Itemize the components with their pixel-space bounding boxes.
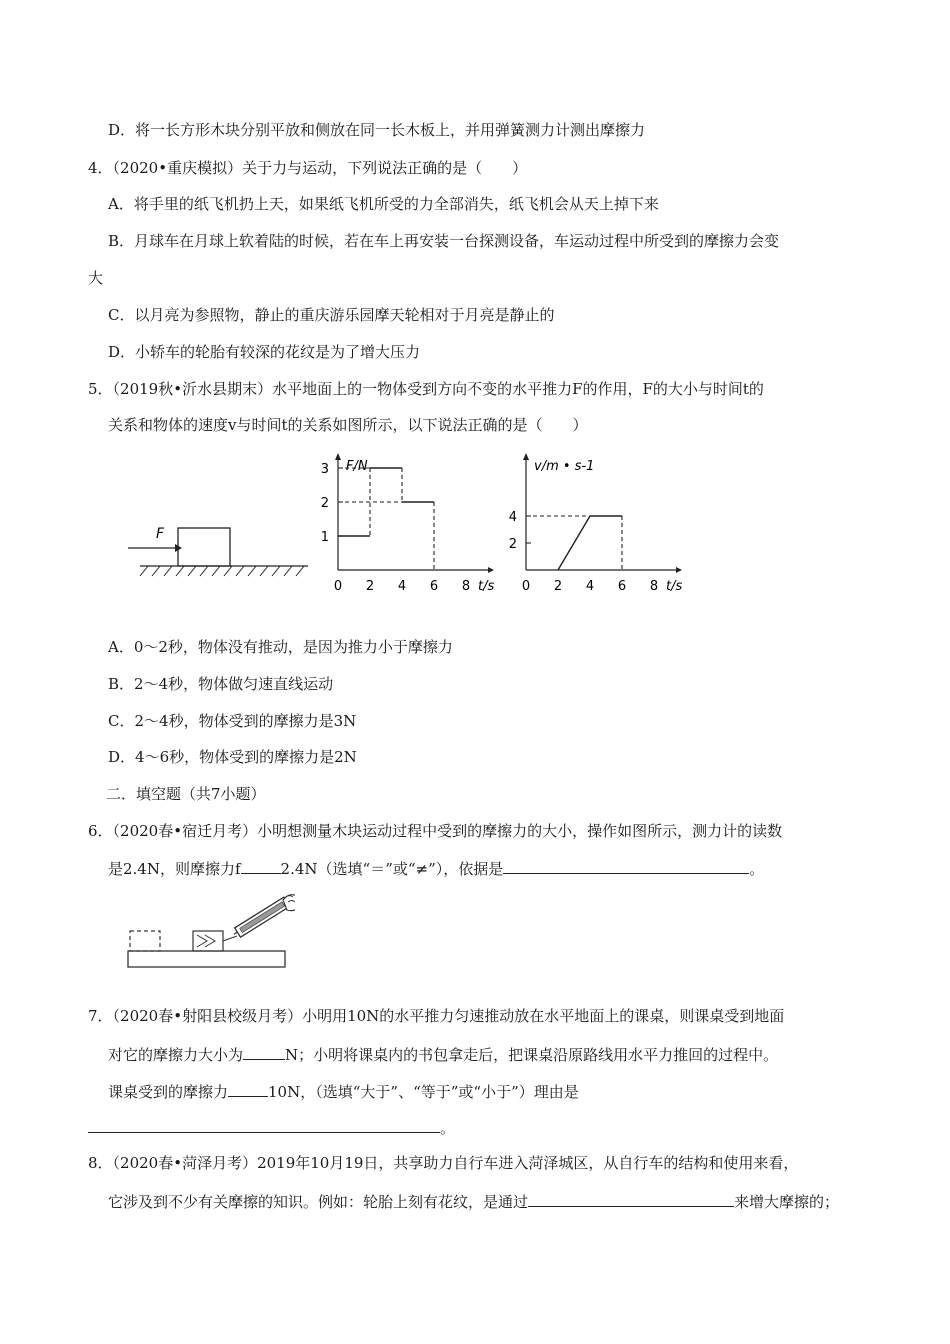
block <box>178 528 230 566</box>
q4-option-d: D．小轿车的轮胎有较深的花纹是为了增大压力 <box>108 343 421 361</box>
q5-option-b: B．2～4秒，物体做匀速直线运动 <box>108 675 334 693</box>
q7-line1: 7．（2020春•射阳县校级月考）小明用10N的水平推力匀速推动放在水平地面上的课桌，则课桌受到地面 <box>88 1007 785 1025</box>
q7-text-b: N；小明将课桌内的书包拿走后，把课桌沿原路线用水平力推回的过程中。 <box>285 1046 779 1064</box>
x-tick-label: 0 <box>521 579 531 594</box>
q4-option-b-cont: 大 <box>88 269 104 287</box>
q6-text-c: 。 <box>749 860 765 878</box>
y-tick-label: 1 <box>320 530 329 545</box>
block-figure <box>120 510 310 582</box>
q6-text-b: 2.4N（选填“＝”或“≠”），依据是 <box>280 860 504 878</box>
q6-line2 <box>108 857 764 879</box>
q7-line3 <box>108 1080 579 1102</box>
x-tick-label: 8 <box>461 579 471 594</box>
series-segment <box>558 516 590 570</box>
q7-blank-3[interactable] <box>88 1116 440 1133</box>
q3-option-d: D．将一长方形木块分别平放和侧放在同一长木板上，并用弹簧测力计测出摩擦力 <box>108 121 646 139</box>
velocity-time-chart <box>500 448 710 608</box>
x-tick-label: 2 <box>365 579 375 594</box>
x-tick-label: 4 <box>397 579 407 594</box>
x-tick-label: 6 <box>429 579 439 594</box>
q4-option-b: B．月球车在月球上软着陆的时候，若在车上再安装一台探测设备，车运动过程中所受到的摩擦力会变 <box>108 232 780 250</box>
q6-blank-2[interactable] <box>503 857 749 874</box>
board <box>128 951 285 967</box>
q4-stem: 4．（2020•重庆模拟）关于力与运动，下列说法正确的是（ ） <box>88 159 528 177</box>
q6-line1: 6．（2020春•宿迁月考）小明想测量木块运动过程中受到的摩擦力的大小，操作如图所示，测力计的读数 <box>88 822 783 840</box>
spring-scale-figure <box>125 888 295 970</box>
x-tick-label: 0 <box>333 579 343 594</box>
q8-blank-1[interactable] <box>528 1190 734 1207</box>
force-time-chart <box>305 448 505 608</box>
x-tick-label: 4 <box>585 579 595 594</box>
q6-text-a: 是2.4N，则摩擦力f <box>108 860 241 878</box>
spring-scale <box>231 897 289 939</box>
q5-option-a: A．0～2秒，物体没有推动，是因为推力小于摩擦力 <box>108 638 453 656</box>
q7-blank-2[interactable] <box>228 1080 268 1097</box>
q8-text-b: 来增大摩擦的； <box>734 1193 840 1211</box>
y-axis-arrow <box>335 453 341 460</box>
x-axis-arrow <box>488 567 494 573</box>
q8-text-a: 它涉及到不少有关摩擦的知识。例如：轮胎上刻有花纹，是通过 <box>108 1193 529 1211</box>
ground-hatch <box>140 566 304 576</box>
q7-blank-1[interactable] <box>243 1043 285 1060</box>
q7-line4 <box>88 1116 455 1138</box>
q8-line2 <box>108 1190 839 1212</box>
x-axis-arrow <box>676 567 682 573</box>
x-tick-label: 8 <box>649 579 659 594</box>
q6-blank-1[interactable] <box>241 857 281 874</box>
q5-stem-line2: 关系和物体的速度v与时间t的关系如图所示，以下说法正确的是（ ） <box>108 416 588 434</box>
x-axis-label: t/s <box>666 579 683 594</box>
y-tick-label: 2 <box>320 496 329 511</box>
q4-option-a: A．将手里的纸飞机扔上天，如果纸飞机所受的力全部消失，纸飞机会从天上掉下来 <box>108 195 659 213</box>
y-axis-label: F/N <box>346 459 368 474</box>
q5-option-c: C．2～4秒，物体受到的摩擦力是3N <box>108 712 357 730</box>
q7-text-c: 课桌受到的摩擦力 <box>108 1083 229 1101</box>
x-tick-label: 2 <box>553 579 563 594</box>
dashed-block <box>130 931 160 951</box>
x-axis-label: t/s <box>478 579 495 594</box>
q7-text-a: 对它的摩擦力大小为 <box>108 1046 244 1064</box>
force-label: F <box>156 526 165 542</box>
q5-stem-line1: 5．（2019秋•沂水县期末）水平地面上的一物体受到方向不变的水平推力F的作用，F的大小与时间t的 <box>88 380 764 398</box>
y-axis-label: v/m • s-1 <box>534 459 595 474</box>
q7-text-d: 10N，（选填“大于”、“等于”或“小于”）理由是 <box>268 1083 579 1101</box>
q8-line1: 8．（2020春•菏泽月考）2019年10月19日，共享助力自行车进入菏泽城区，从自行车的结构和使用来看， <box>88 1154 799 1172</box>
q4-option-c: C．以月亮为参照物，静止的重庆游乐园摩天轮相对于月亮是静止的 <box>108 306 555 324</box>
wood-block <box>193 931 223 951</box>
y-tick-label: 3 <box>320 462 329 477</box>
section-title: 二．填空题（共7小题） <box>106 785 266 803</box>
q5-option-d: D．4～6秒，物体受到的摩擦力是2N <box>108 748 357 766</box>
y-axis-arrow <box>523 453 529 460</box>
x-tick-label: 6 <box>617 579 627 594</box>
q7-text-e: 。 <box>440 1119 456 1137</box>
q7-line2 <box>108 1043 778 1065</box>
y-tick-label: 4 <box>508 510 517 525</box>
y-tick-label: 2 <box>508 537 517 552</box>
